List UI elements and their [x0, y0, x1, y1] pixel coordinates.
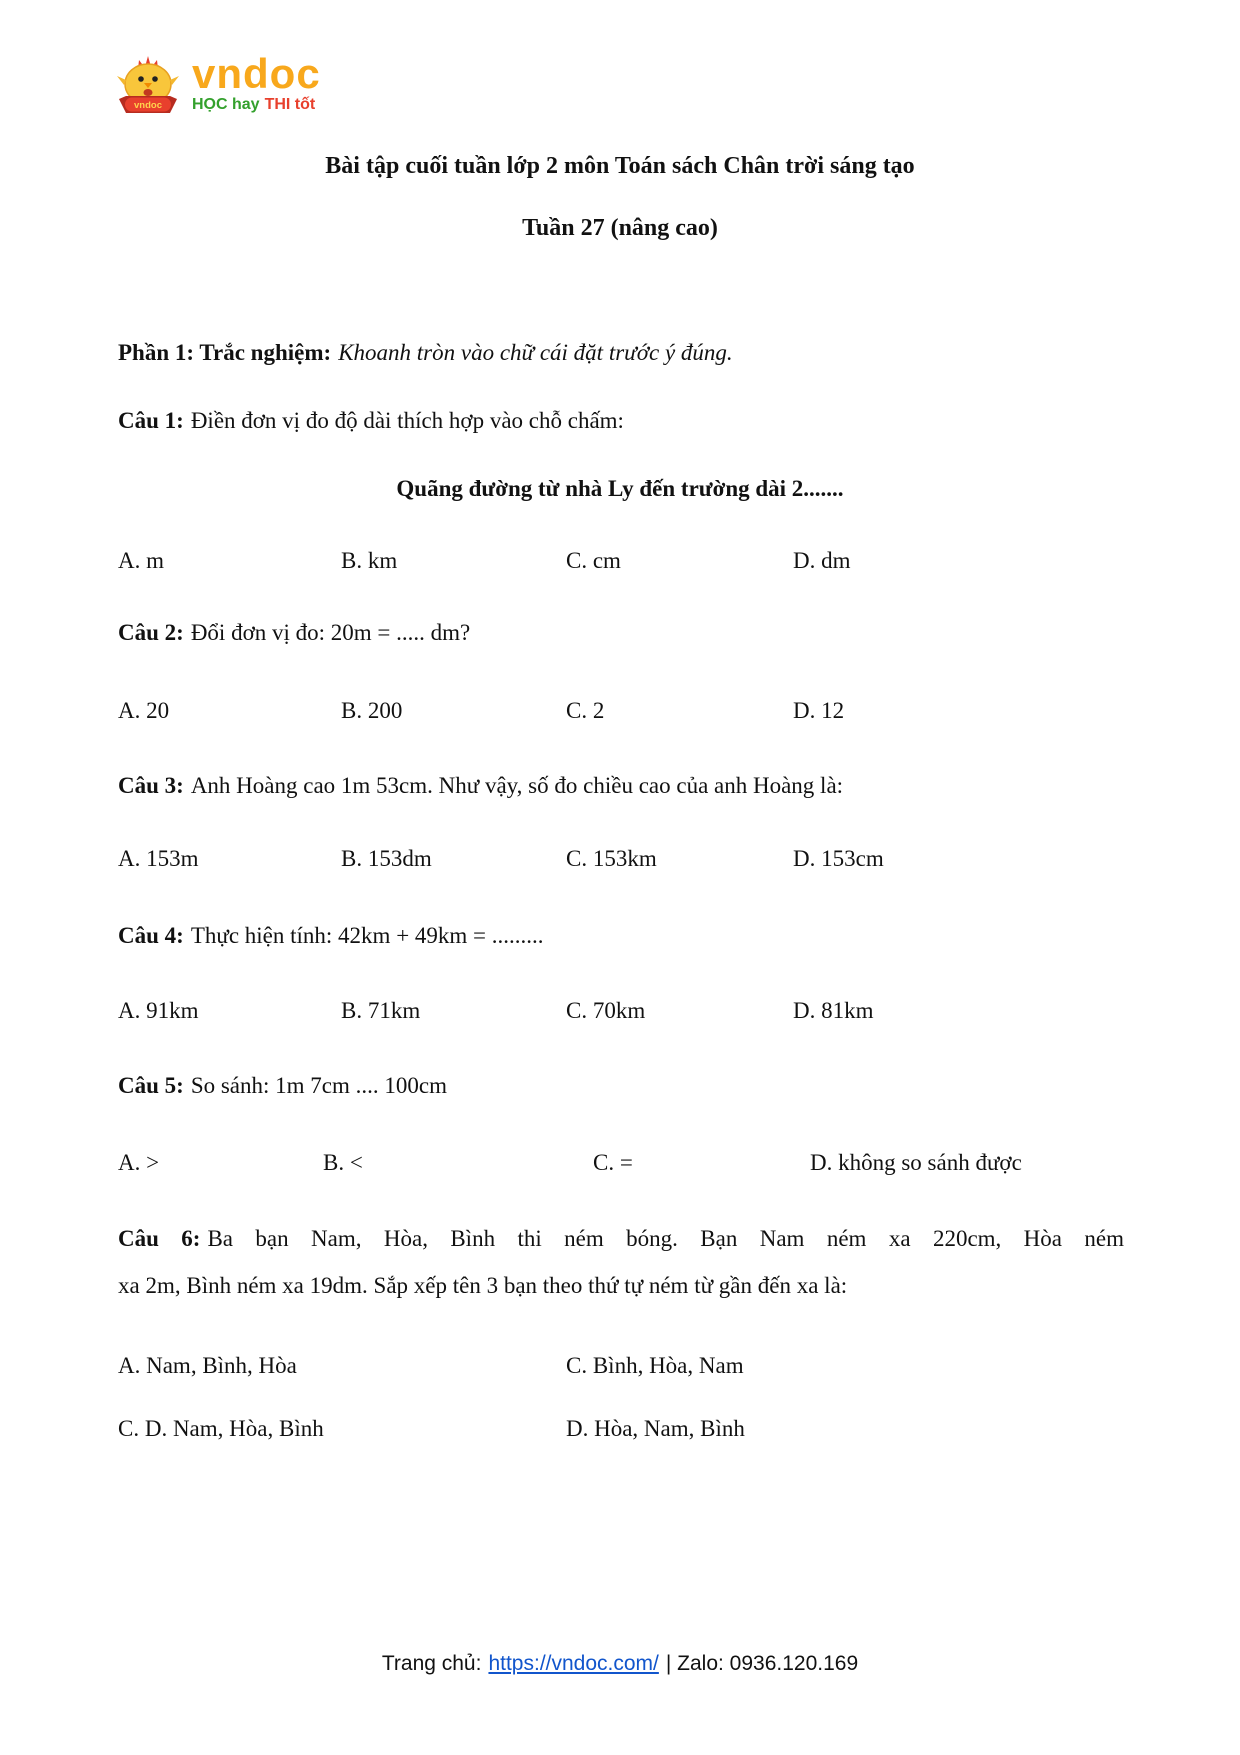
- question-3-label: Câu 3:: [118, 773, 184, 798]
- question-5-label: Câu 5:: [118, 1073, 184, 1098]
- question-6-option-a: A. Nam, Bình, Hòa: [118, 1353, 297, 1378]
- question-6-options-row2: [118, 1412, 1128, 1446]
- question-2-option-c: C. 2: [566, 698, 605, 723]
- part1-label: Phần 1: Trắc nghiệm:: [118, 340, 332, 365]
- question-4-options: [118, 994, 1128, 1028]
- question-6-label: Câu 6:: [118, 1226, 201, 1251]
- question-3-option-a: A. 153m: [118, 846, 199, 871]
- question-1-body: Điền đơn vị đo độ dài thích hợp vào chỗ chấm:: [190, 408, 624, 433]
- part1-instruction: Khoanh tròn vào chữ cái đặt trước ý đúng.: [338, 340, 733, 365]
- question-1-option-c: C. cm: [566, 548, 621, 573]
- question-3-option-c: C. 153km: [566, 846, 657, 871]
- question-6-option-cd: C. D. Nam, Hòa, Bình: [118, 1416, 324, 1441]
- question-3-options: [118, 842, 1128, 876]
- logo-brand-text: vndoc: [192, 50, 321, 97]
- question-1-option-d: D. dm: [793, 548, 851, 573]
- question-5-option-a: A. >: [118, 1150, 160, 1175]
- question-1-label: Câu 1:: [118, 408, 184, 433]
- page-subtitle: Tuần 27 (nâng cao): [522, 215, 718, 241]
- question-4-option-b: B. 71km: [341, 998, 421, 1023]
- question-3-body: Anh Hoàng cao 1m 53cm. Như vậy, số đo chiều cao của anh Hoàng là:: [190, 773, 844, 798]
- question-6-body-line1: Ba bạn Nam, Hòa, Bình thi ném bóng. Bạn Nam ném xa 220cm, Hòa ném: [207, 1226, 1125, 1251]
- question-2-option-d: D. 12: [793, 698, 845, 723]
- question-3-text: [118, 769, 1124, 803]
- logo-tagline: [192, 96, 321, 114]
- question-1-options: [118, 544, 1128, 578]
- question-5-text: [118, 1069, 1124, 1103]
- page-title: Bài tập cuối tuần lớp 2 môn Toán sách Chân trời sáng tạo: [325, 153, 915, 179]
- vndoc-mascot-icon: [112, 54, 184, 118]
- question-6-text-line2: xa 2m, Bình ném xa 19dm. Sắp xếp tên 3 bạn theo thứ tự ném từ gần đến xa là:: [118, 1273, 848, 1298]
- question-1-text: [118, 404, 1124, 438]
- question-6-option-c1: C. Bình, Hòa, Nam: [566, 1353, 744, 1378]
- question-4-label: Câu 4:: [118, 923, 184, 948]
- question-2-options: [118, 694, 1128, 728]
- question-4-option-d: D. 81km: [793, 998, 874, 1023]
- question-1-highlight: Quãng đường từ nhà Ly đến trường dài 2.......: [396, 476, 844, 501]
- question-1-option-b: B. km: [341, 548, 398, 573]
- question-1-option-a: A. m: [118, 548, 164, 573]
- question-4-option-c: C. 70km: [566, 998, 646, 1023]
- question-5-options: [118, 1146, 1128, 1180]
- question-2-label: Câu 2:: [118, 620, 184, 645]
- logo-text-block: [192, 50, 321, 114]
- question-4-text: [118, 919, 1124, 953]
- question-2-body: Đổi đơn vị đo: 20m = ..... dm?: [190, 620, 471, 645]
- page-footer: [0, 1649, 1240, 1679]
- vndoc-logo: [112, 50, 321, 118]
- homepage-link[interactable]: https://vndoc.com/: [488, 1652, 659, 1675]
- part1-heading: [118, 336, 1124, 370]
- question-2-text: [118, 616, 1124, 650]
- footer-zalo: | Zalo: 0936.120.169: [665, 1652, 859, 1675]
- question-5-option-b: B. <: [323, 1150, 363, 1175]
- logo-tagline-hoc-hay: HỌC hay: [192, 96, 260, 113]
- question-4-body: Thực hiện tính: 42km + 49km = .........: [190, 923, 544, 948]
- question-2-option-a: A. 20: [118, 698, 170, 723]
- footer-prefix: Trang chủ:: [381, 1652, 482, 1675]
- question-5-option-c: C. =: [593, 1150, 633, 1175]
- question-6-text-line1: [118, 1222, 1124, 1256]
- question-2-option-b: B. 200: [341, 698, 403, 723]
- question-5-option-d: D. không so sánh được: [810, 1150, 1022, 1175]
- mascot-banner-text: vndoc: [134, 100, 162, 111]
- question-6-options-row1: [118, 1349, 1128, 1383]
- logo-tagline-thi-tot: THI tốt: [264, 96, 316, 113]
- question-3-option-d: D. 153cm: [793, 846, 884, 871]
- question-5-body: So sánh: 1m 7cm .... 100cm: [190, 1073, 447, 1098]
- question-6-option-d: D. Hòa, Nam, Bình: [566, 1416, 745, 1441]
- question-3-option-b: B. 153dm: [341, 846, 432, 871]
- question-4-option-a: A. 91km: [118, 998, 199, 1023]
